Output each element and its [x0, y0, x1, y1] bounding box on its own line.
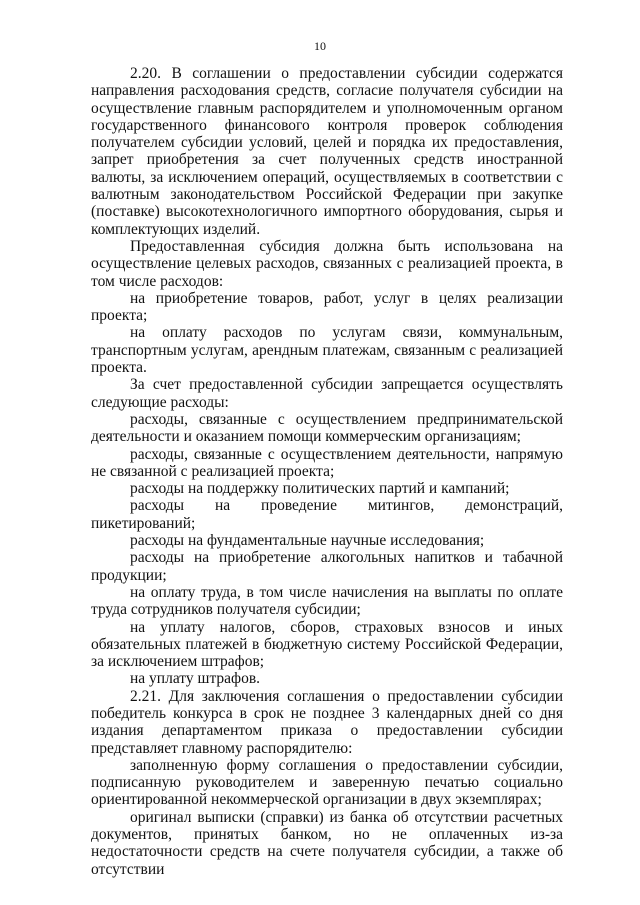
- paragraph-labor-payment: на оплату труда, в том числе начисления на выплаты по оплате труда сотрудников получателя субсидии;: [91, 583, 563, 619]
- paragraph-2-20: 2.20. В соглашении о предоставлении субсидии содержатся направления расходования средств, согласие получателя субсидии на осуществление главным распорядителем и уполномоченным органом государственного финансового контроля проверок соблюдения получателем субсидии условий, целей и порядка их предоставления, запрет приобретения за счет полученных средств иностранной валюты, за исключением операций, осуществляемых в соответствии с валютным законодательством Российской Федерации при закупке (поставке) высокотехнологичного импортного оборудования, сырья и комплектующих изделий.: [91, 65, 563, 238]
- paragraph-taxes-payment: на уплату налогов, сборов, страховых взносов и иных обязательных платежей в бюджетную систему Российской Федерации, за исключением штрафов;: [91, 618, 563, 671]
- paragraph-2-21: 2.21. Для заключения соглашения о предоставлении субсидии победитель конкурса в срок не позднее 3 календарных дней со дня издания департаментом приказа о предоставлении субсидии представляет главному распорядителю:: [91, 687, 563, 757]
- paragraph-subsidy-use: Предоставленная субсидия должна быть использована на осуществление целевых расходов, связанных с реализацией проекта, в том числе расходов:: [91, 237, 563, 290]
- paragraph-agreement-form: заполненную форму соглашения о предоставлении субсидии, подписанную руководителем и заверенную печатью социально ориентированной некоммерческой организации в двух экземплярах;: [91, 756, 563, 809]
- paragraph-services-payment: на оплату расходов по услугам связи, коммунальным, транспортным услугам, арендным платежам, связанным с реализацией проекта.: [91, 324, 563, 377]
- paragraph-fines-payment: на уплату штрафов.: [130, 670, 261, 688]
- paragraph-prohibited-business: расходы, связанные с осуществлением предпринимательской деятельности и оказанием помощи коммерческим организациям;: [91, 410, 563, 446]
- paragraph-prohibited-politics: расходы на поддержку политических партий и кампаний;: [130, 480, 510, 498]
- page-number: 10: [314, 39, 326, 53]
- paragraph-prohibited-rallies: расходы на проведение митингов, демонстраций, пикетирований;: [91, 497, 563, 532]
- paragraph-prohibited-research: расходы на фундаментальные научные исследования;: [130, 532, 485, 550]
- paragraph-prohibited-alcohol: расходы на приобретение алкогольных напитков и табачной продукции;: [91, 549, 563, 584]
- paragraph-bank-statement: оригинал выписки (справки) из банка об отсутствии расчетных документов, принятых банком, но не оплаченных из-за недостаточности средств на счете получателя субсидии, а также об отсутствии: [91, 808, 563, 878]
- document-body: [91, 65, 563, 878]
- paragraph-prohibited-intro: За счет предоставленной субсидии запрещается осуществлять следующие расходы:: [91, 376, 563, 411]
- paragraph-goods-purchase: на приобретение товаров, работ, услуг в целях реализации проекта;: [91, 289, 563, 325]
- paragraph-prohibited-unrelated: расходы, связанные с осуществлением деятельности, напрямую не связанной с реализацией проекта;: [91, 445, 563, 480]
